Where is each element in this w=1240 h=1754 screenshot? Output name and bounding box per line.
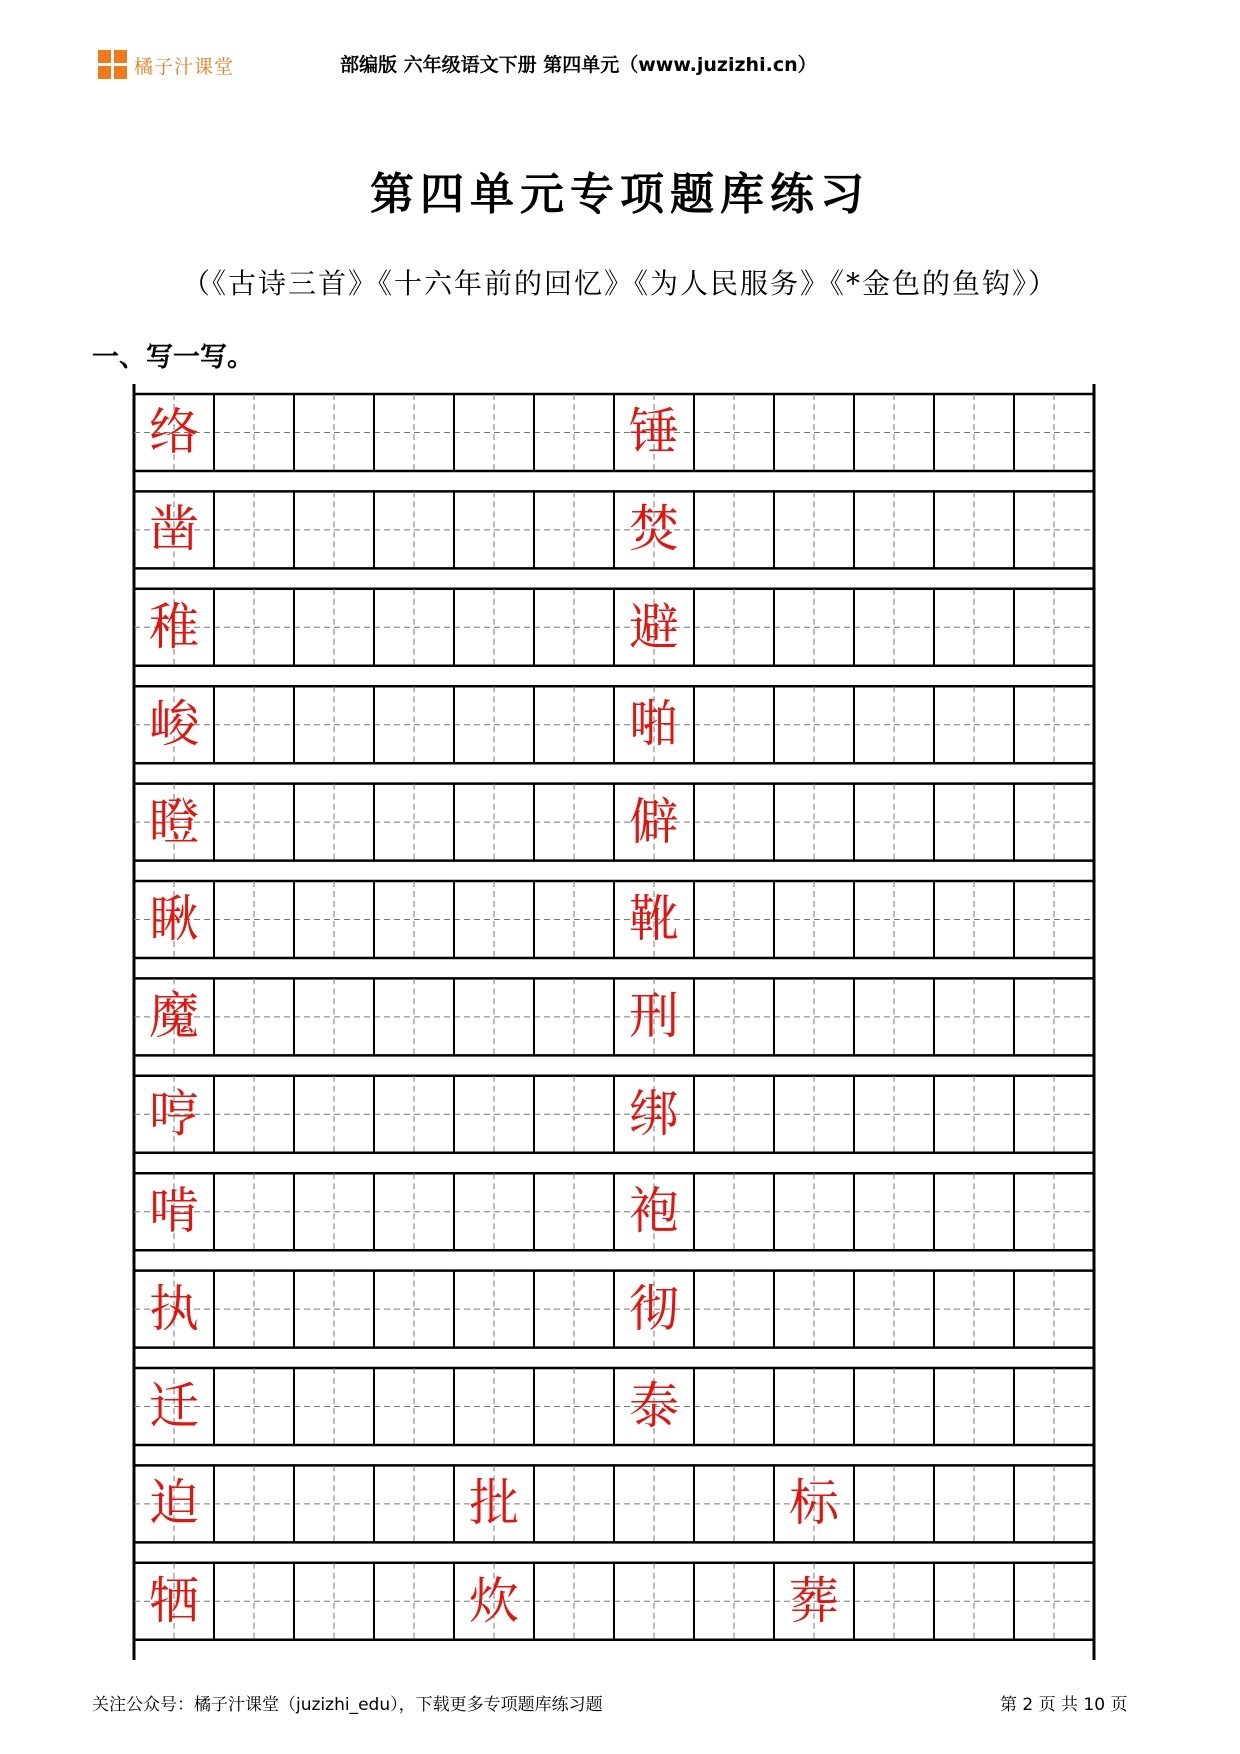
practice-char: 瞅 <box>149 890 199 948</box>
practice-char: 凿 <box>149 500 199 559</box>
practice-char: 焚 <box>629 500 679 559</box>
practice-char: 魔 <box>149 987 199 1046</box>
practice-char: 避 <box>629 597 679 656</box>
practice-char: 迫 <box>149 1474 199 1533</box>
page-header: 部编版 六年级语文下册 第四单元（www.juzizhi.cn） <box>340 54 817 76</box>
practice-char: 僻 <box>629 792 679 851</box>
practice-char: 啃 <box>149 1182 199 1241</box>
practice-char: 迁 <box>149 1377 199 1435</box>
practice-char: 啪 <box>629 695 679 754</box>
practice-char: 袍 <box>629 1182 679 1241</box>
practice-char: 批 <box>469 1474 519 1533</box>
practice-char: 稚 <box>149 597 199 656</box>
practice-char: 葬 <box>789 1571 839 1630</box>
practice-char: 瞪 <box>149 792 199 851</box>
footer-note: 关注公众号：橘子汁课堂（juzizhi_edu），下载更多专项题库练习题 <box>92 1695 603 1715</box>
practice-char: 锤 <box>629 403 679 461</box>
practice-char: 标 <box>789 1474 839 1533</box>
page-title: 第四单元专项题库练习 <box>370 169 870 220</box>
page-number: 第 2 页 共 10 页 <box>1000 1695 1128 1715</box>
practice-char: 牺 <box>149 1571 199 1630</box>
practice-char: 峻 <box>149 695 199 754</box>
practice-char: 哼 <box>149 1084 199 1143</box>
practice-char: 刑 <box>629 987 679 1046</box>
brand-name: 橘子汁课堂 <box>134 55 235 78</box>
practice-char: 泰 <box>629 1377 679 1435</box>
practice-char: 炊 <box>469 1571 519 1630</box>
practice-char: 执 <box>149 1279 199 1338</box>
section-heading: 一、写一写。 <box>92 342 254 373</box>
practice-char: 彻 <box>629 1279 679 1338</box>
practice-char: 络 <box>149 403 199 461</box>
lesson-list: （《古诗三首》《十六年前的回忆》《为人民服务》《*金色的鱼钩》） <box>181 267 1058 300</box>
practice-char: 靴 <box>629 890 679 948</box>
practice-char: 绑 <box>629 1084 679 1143</box>
